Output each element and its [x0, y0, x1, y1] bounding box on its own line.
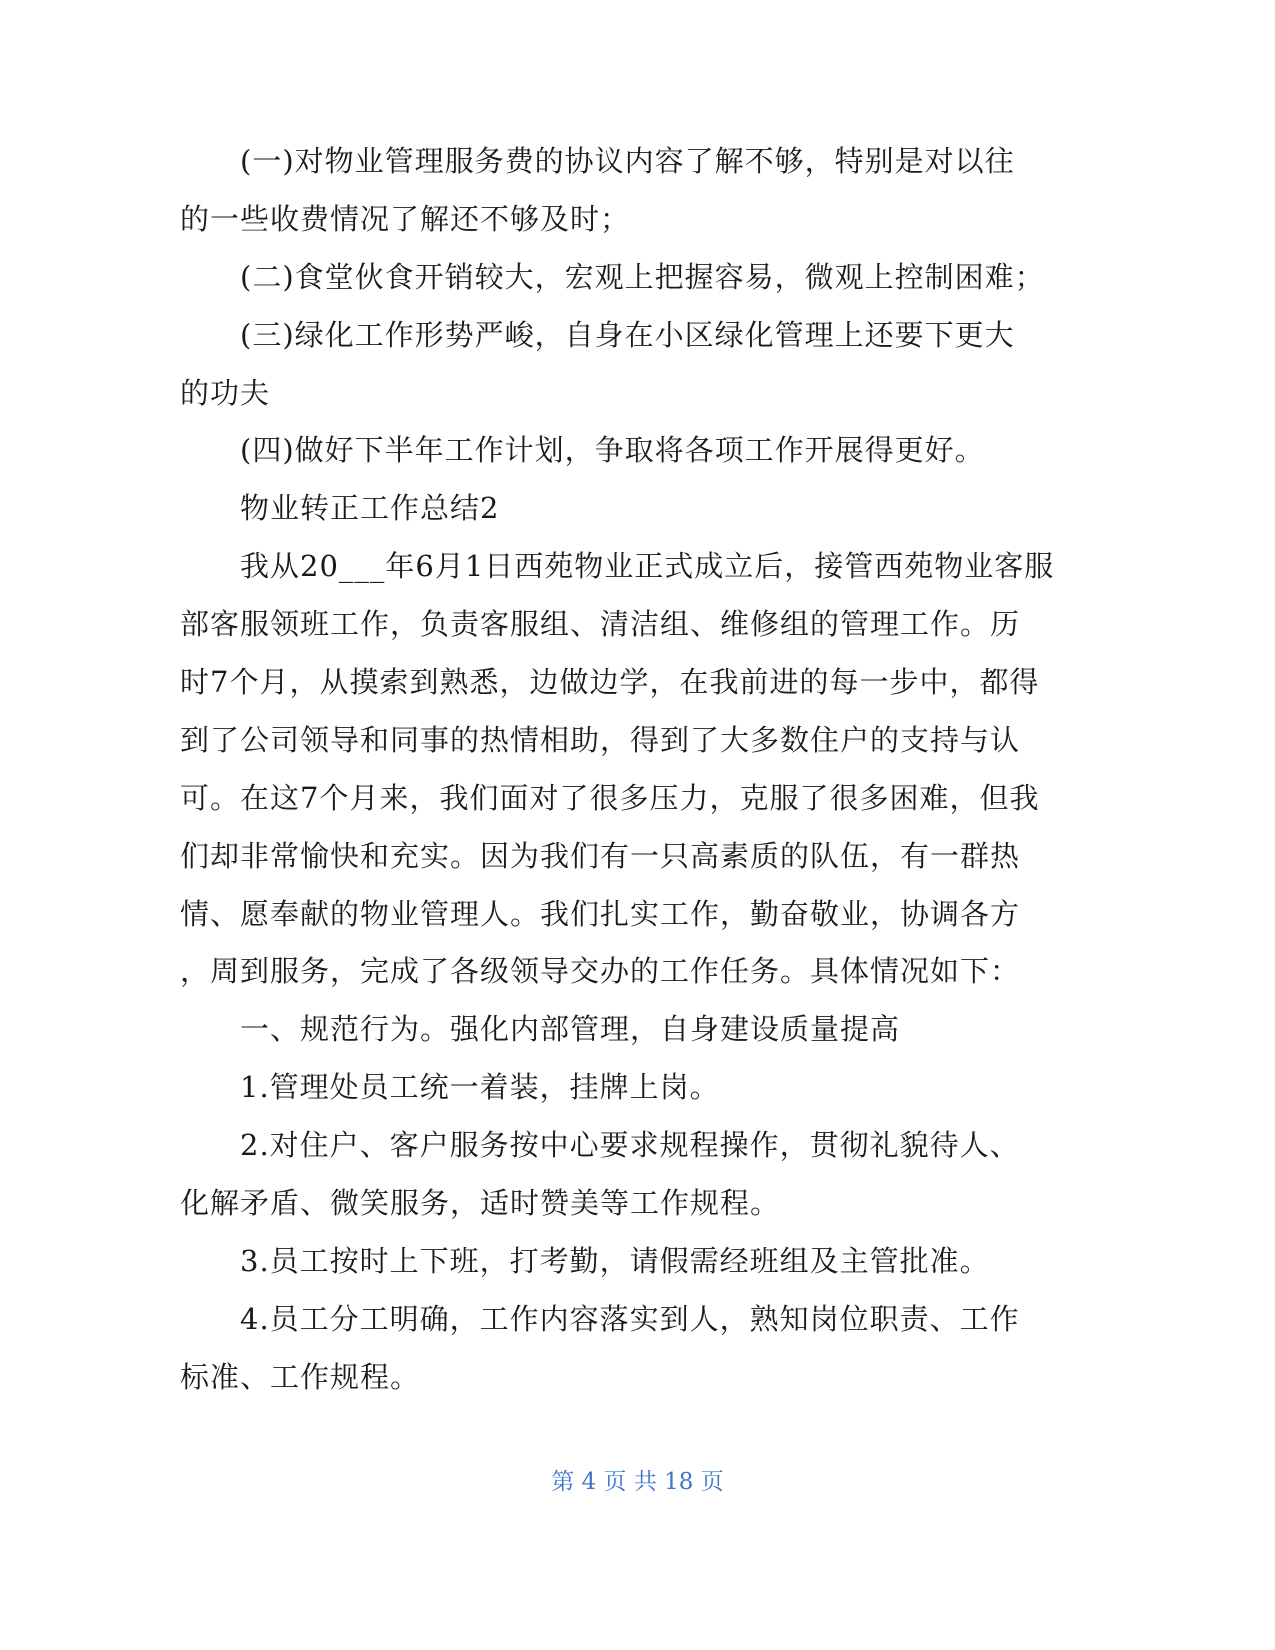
- paragraph-item-4: [180, 422, 1080, 480]
- text-line: 3.员工按时上下班，打考勤，请假需经班组及主管批准。: [240, 1243, 990, 1278]
- text-line: 到了公司领导和同事的热情相助，得到了大多数住户的支持与认: [180, 722, 1021, 757]
- text-line: 们却非常愉快和充实。因为我们有一只高素质的队伍，有一群热: [180, 838, 1021, 873]
- footer-total-unit: 页: [700, 1469, 724, 1495]
- text-line: 化解矛盾、微笑服务，适时赞美等工作规程。: [180, 1186, 781, 1221]
- total-page-count: 18: [664, 1469, 694, 1495]
- paragraph-item-3: [180, 307, 1080, 423]
- text-line: 4.员工分工明确，工作内容落实到人，熟知岗位职责、工作: [240, 1301, 1020, 1336]
- text-line: ，周到服务，完成了各级领导交办的工作任务。具体情况如下：: [180, 954, 1021, 989]
- text-line: 可。在这7个月来，我们面对了很多压力，克服了很多困难，但我: [180, 780, 1040, 815]
- list-item-1: [180, 1059, 1080, 1117]
- document-body: [180, 133, 1080, 1407]
- section-heading: [180, 1001, 1080, 1059]
- page-footer: [0, 1466, 1275, 1498]
- intro-paragraph: [180, 538, 1080, 1001]
- text-line: (三)绿化工作形势严峻，自身在小区绿化管理上还要下更大: [240, 317, 1015, 352]
- text-line: 时7个月，从摸索到熟悉，边做边学，在我前进的每一步中，都得: [180, 665, 1040, 700]
- list-item-2: [180, 1117, 1080, 1233]
- text-line: 标准、工作规程。: [180, 1359, 421, 1394]
- list-item-3: [180, 1233, 1080, 1291]
- section-heading-text: 一、规范行为。强化内部管理，自身建设质量提高: [240, 1012, 901, 1047]
- footer-page-prefix: 第: [551, 1469, 575, 1495]
- footer-page-unit: 页: [603, 1469, 627, 1495]
- text-line: 的功夫: [180, 375, 271, 410]
- section-title: [180, 480, 1080, 538]
- footer-total-prefix: 共: [633, 1469, 657, 1495]
- text-line: 情、愿奉献的物业管理人。我们扎实工作，勤奋敬业，协调各方: [180, 896, 1021, 931]
- text-line: 1.管理处员工统一着装，挂牌上岗。: [240, 1070, 720, 1105]
- list-item-4: [180, 1291, 1080, 1407]
- text-line: (四)做好下半年工作计划，争取将各项工作开展得更好。: [240, 433, 985, 468]
- text-line: (二)食堂伙食开销较大，宏观上把握容易，微观上控制困难；: [240, 259, 1045, 294]
- paragraph-item-1: [180, 133, 1080, 249]
- text-line: 我从20___年6月1日西苑物业正式成立后，接管西苑物业客服: [240, 549, 1055, 584]
- section-title-text: 物业转正工作总结2: [240, 491, 500, 526]
- text-line: (一)对物业管理服务费的协议内容了解不够，特别是对以往: [240, 144, 1015, 178]
- paragraph-item-2: [180, 249, 1080, 307]
- text-line: 部客服领班工作，负责客服组、清洁组、维修组的管理工作。历: [180, 607, 1021, 642]
- text-line: 2.对住户、客户服务按中心要求规程操作，贯彻礼貌待人、: [240, 1128, 1020, 1163]
- current-page-number: 4: [581, 1469, 597, 1495]
- text-line: 的一些收费情况了解还不够及时；: [180, 201, 631, 236]
